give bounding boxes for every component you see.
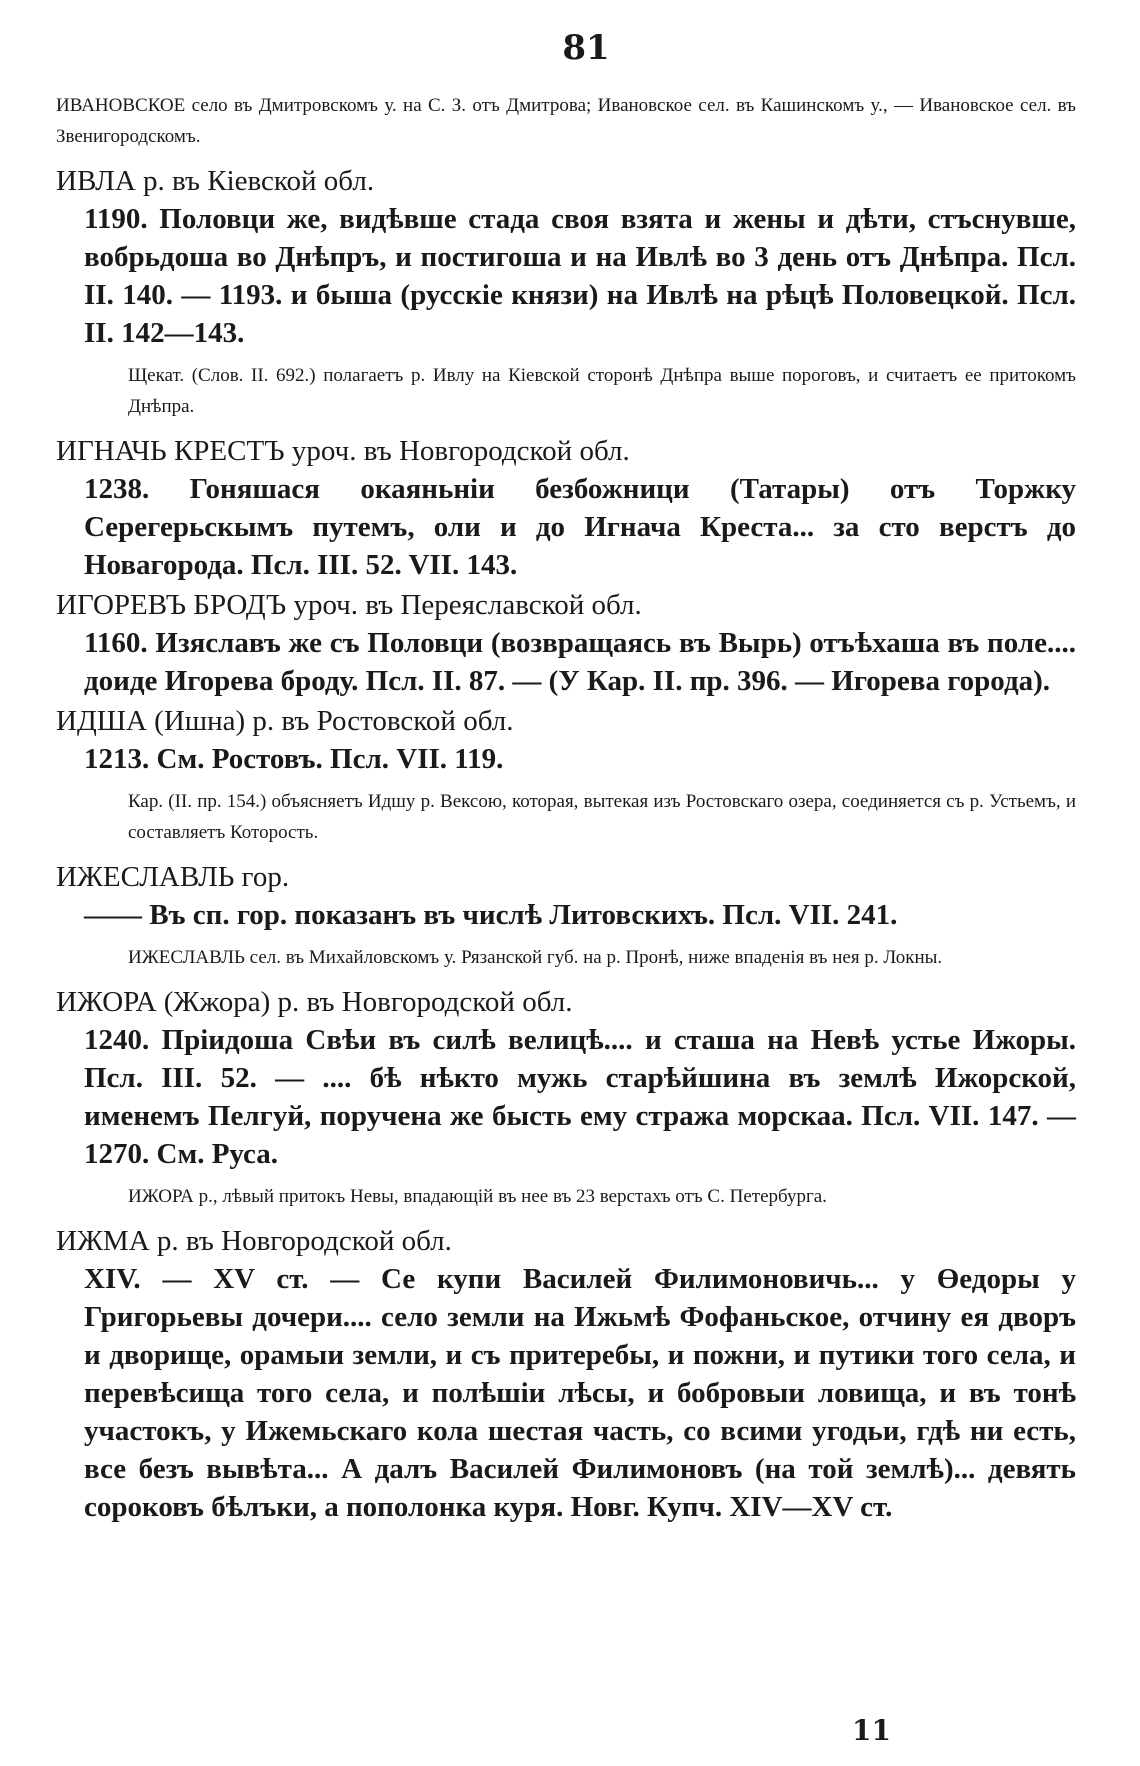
entry-heading-idsha: ИДША (Ишна) р. въ Ростовской обл. xyxy=(56,705,514,737)
entry-heading-igorev-brod: ИГОРЕВЪ БРОДЪ уроч. въ Переяславской обл. xyxy=(56,589,642,621)
entry-heading-ivla: ИВЛА р. въ Кіевской обл. xyxy=(56,165,375,197)
entry-heading-izhma: ИЖМА р. въ Новгородской обл. xyxy=(56,1225,452,1257)
signature-mark: 11 xyxy=(852,1714,891,1747)
entry-note-izheslavl: ИЖЕСЛАВЛЬ сел. въ Михайловскомъ у. Рязанской губ. на р. Пронѣ, ниже впаденія въ нея р. Локны. xyxy=(128,947,943,968)
entry-note-idsha: Кар. (II. пр. 154.) объясняетъ Идшу р. Вексою, которая, вытекая изъ Ростовскаго озера, соединяется съ р. Устьемъ, и составляетъ Которость. xyxy=(128,791,1076,843)
entry-body-izhma: XIV. — XV ст. — Се купи Василей Филимоновичь... у Өедоры у Григорьевы дочери.... село земли на Ижьмѣ Фофаньское, отчину ея дворъ и дворище, орамыи земли, и съ притеребы, и пожни, и путики того села, и перевѣсища того села, и полѣшіи лѣсы, и бобровыи ловища, и въ тонѣ участокъ, у Ижемьскаго кола шестая часть, со всими угодьи, гдѣ ни есть, все безъ вывѣта... А далъ Василей Филимоновъ (на той землѣ)... девять сороковъ бѣлъки, а пополонка куря. Новг. Купч. XIV—XV ст. xyxy=(84,1263,1076,1523)
entry-body-izhora: 1240. Пріидоша Свѣи въ силѣ велицѣ.... и сташа на Невѣ устье Ижоры. Псл. III. 52. — .... бѣ нѣкто мужь старѣйшина въ землѣ Ижорской, именемъ Пелгуй, поручена же бысть ему стража морскаа. Псл. VII. 147. — 1270. См. Руса. xyxy=(84,1024,1076,1170)
entry-body-idsha: 1213. См. Ростовъ. Псл. VII. 119. xyxy=(84,743,504,775)
entry-heading-izheslavl: ИЖЕСЛАВЛЬ гор. xyxy=(56,861,290,893)
entry-body-igorev-brod: 1160. Изяславъ же съ Половци (возвращаясь въ Вырь) отъѣхаша въ поле.... доиде Игорева броду. Псл. II. 87. — (У Кар. II. пр. 396. — Игорева города). xyxy=(84,627,1076,697)
entry-body-izheslavl: —— Въ сп. гор. показанъ въ числѣ Литовскихъ. Псл. VII. 241. xyxy=(84,899,898,931)
entry-body-ignach-krest: 1238. Гоняшася окаяньніи безбожници (Татары) отъ Торжку Серегерьскымъ путемъ, оли и до Игнача Креста... за сто верстъ до Новагорода. Псл. III. 52. VII. 143. xyxy=(84,473,1076,581)
entry-heading-izhora: ИЖОРА (Жжора) р. въ Новгородской обл. xyxy=(56,986,573,1018)
page-number: 81 xyxy=(562,28,610,68)
entry-body-ivla: 1190. Половци же, видѣвше стада своя взята и жены и дѣти, стъснувше, вобрьдоша во Днѣпръ, и постигоша и на Ивлѣ во 3 день отъ Днѣпра. Псл. II. 140. — 1193. и быша (русскіе князи) на Ивлѣ на рѣцѣ Половецкой. Псл. II. 142—143. xyxy=(84,203,1076,349)
entry-heading-ignach-krest: ИГНАЧЬ КРЕСТЪ уроч. въ Новгородской обл. xyxy=(56,435,630,467)
entry-note-izhora: ИЖОРА р., лѣвый притокъ Невы, впадающій въ нее въ 23 верстахъ отъ С. Петербурга. xyxy=(128,1186,827,1207)
entry-ivanovskoe: ИВАНОВСКОЕ село въ Дмитровскомъ у. на С. З. отъ Дмитрова; Ивановское сел. въ Кашинскомъ у., — Ивановское сел. въ Звенигородскомъ. xyxy=(56,95,1076,147)
entry-note-ivla: Щекат. (Слов. II. 692.) полагаетъ р. Ивлу на Кіевской сторонѣ Днѣпра выше пороговъ, и считаетъ ее притокомъ Днѣпра. xyxy=(128,365,1076,417)
